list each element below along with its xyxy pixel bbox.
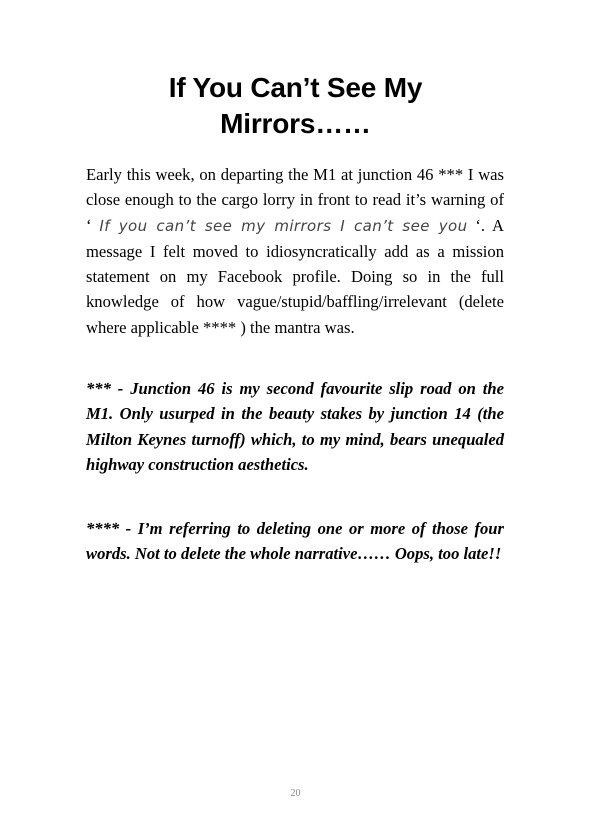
paragraph-text-after-quote: ‘. A message I felt moved to idiosyncratically add as a mission statement on my Facebook profile. Doing so in the full knowledge of how vague/stupid/baffling/irrelevant (delete where applicable **** ) the mantra was. [86,215,504,337]
main-paragraph [86,162,504,340]
paragraph-text-before-quote: Early this week, on departing the M1 at junction 46 *** I was close enough to the cargo lorry in front to read it’s warning of ‘ [86,165,504,235]
footnote-deleting-words: **** - I’m referring to deleting one or more of those four words. Not to delete the whole narrative…… Oops, too late!! [86,519,504,564]
title-line-1: If You Can’t See My [168,72,423,103]
footnote-junction-46: *** - Junction 46 is my second favourite slip road on the M1. Only usurped in the beauty stakes by junction 14 (the Milton Keynes turnoff) which, to my mind, bears unequaled highway construction aesthetics. [86,379,504,474]
page-title [80,70,511,142]
lorry-warning-quote: If you can’t see my mirrors I can’t see you [99,216,468,235]
title-line-2: Mirrors…… [220,108,371,139]
page-number: 20 [290,788,301,799]
